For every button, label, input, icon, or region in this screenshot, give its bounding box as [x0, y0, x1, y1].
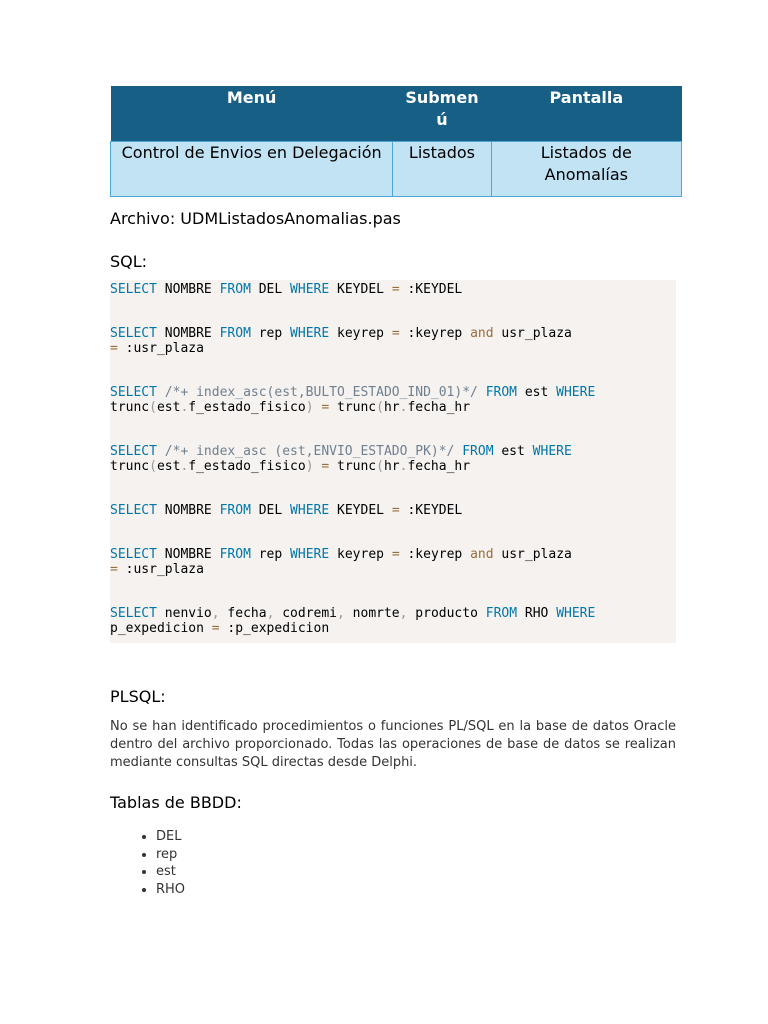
code-gap: [110, 297, 676, 326]
tabla-item: • RHO: [156, 881, 682, 899]
tablas-heading: Tablas de BBDD:: [110, 793, 242, 812]
plsql-heading: PLSQL:: [110, 687, 166, 706]
sql-line: SELECT NOMBRE FROM rep WHERE keyrep = :keyrep and usr_plaza: [110, 326, 572, 341]
cell-submenu: Listados: [393, 142, 491, 197]
tabla-item: • DEL: [156, 828, 682, 846]
sql-line: SELECT nenvio, fecha, codremi, nomrte, producto FROM RHO WHERE: [110, 606, 596, 621]
sql-query: [110, 444, 676, 474]
document-page: [110, 86, 682, 898]
code-gap: [110, 415, 676, 444]
sql-line: SELECT /*+ index_asc(est,BULTO_ESTADO_IND_01)*/ FROM est WHERE: [110, 385, 596, 400]
header-pantalla: Pantalla: [491, 86, 681, 142]
plsql-description: No se han identificado procedimientos o funciones PL/SQL en la base de datos Oracle dentro del archivo proporcionado. Todas las operaciones de base de datos se realizan mediante consultas SQL directas desde Delphi.: [110, 719, 676, 770]
header-submenu: Submen ú: [393, 86, 491, 142]
sql-line: p_expedicion = :p_expedicion: [110, 621, 330, 636]
sql-heading: SQL:: [110, 252, 148, 271]
cell-pantalla: Listados de Anomalías: [491, 142, 681, 197]
sql-line: = :usr_plaza: [110, 341, 204, 356]
sql-query: [110, 606, 676, 636]
sql-line: SELECT NOMBRE FROM DEL WHERE KEYDEL = :KEYDEL: [110, 503, 463, 518]
sql-line: SELECT /*+ index_asc (est,ENVIO_ESTADO_PK)*/ FROM est WHERE: [110, 444, 572, 459]
archivo-label: Archivo: UDMListadosAnomalias.pas: [110, 209, 401, 228]
code-gap: [110, 474, 676, 503]
sql-query: [110, 503, 676, 518]
sql-query: [110, 326, 676, 356]
header-menu: Menú: [111, 86, 393, 142]
code-gap: [110, 577, 676, 606]
menu-table: [110, 86, 682, 197]
sql-line: SELECT NOMBRE FROM DEL WHERE KEYDEL = :KEYDEL: [110, 282, 463, 297]
sql-query: [110, 547, 676, 577]
code-gap: [110, 356, 676, 385]
menu-table-row: [111, 142, 682, 197]
tabla-item: • est: [156, 863, 682, 881]
tabla-item: • rep: [156, 846, 682, 864]
menu-table-header-row: [111, 86, 682, 142]
sql-code-block: [110, 280, 676, 643]
code-gap: [110, 518, 676, 547]
sql-line: SELECT NOMBRE FROM rep WHERE keyrep = :keyrep and usr_plaza: [110, 547, 572, 562]
tablas-list: [110, 828, 682, 898]
cell-menu: Control de Envios en Delegación: [111, 142, 393, 197]
sql-line: trunc(est.f_estado_fisico) = trunc(hr.fecha_hr: [110, 400, 471, 415]
sql-query: [110, 282, 676, 297]
sql-query: [110, 385, 676, 415]
sql-line: = :usr_plaza: [110, 562, 204, 577]
sql-line: trunc(est.f_estado_fisico) = trunc(hr.fecha_hr: [110, 459, 471, 474]
